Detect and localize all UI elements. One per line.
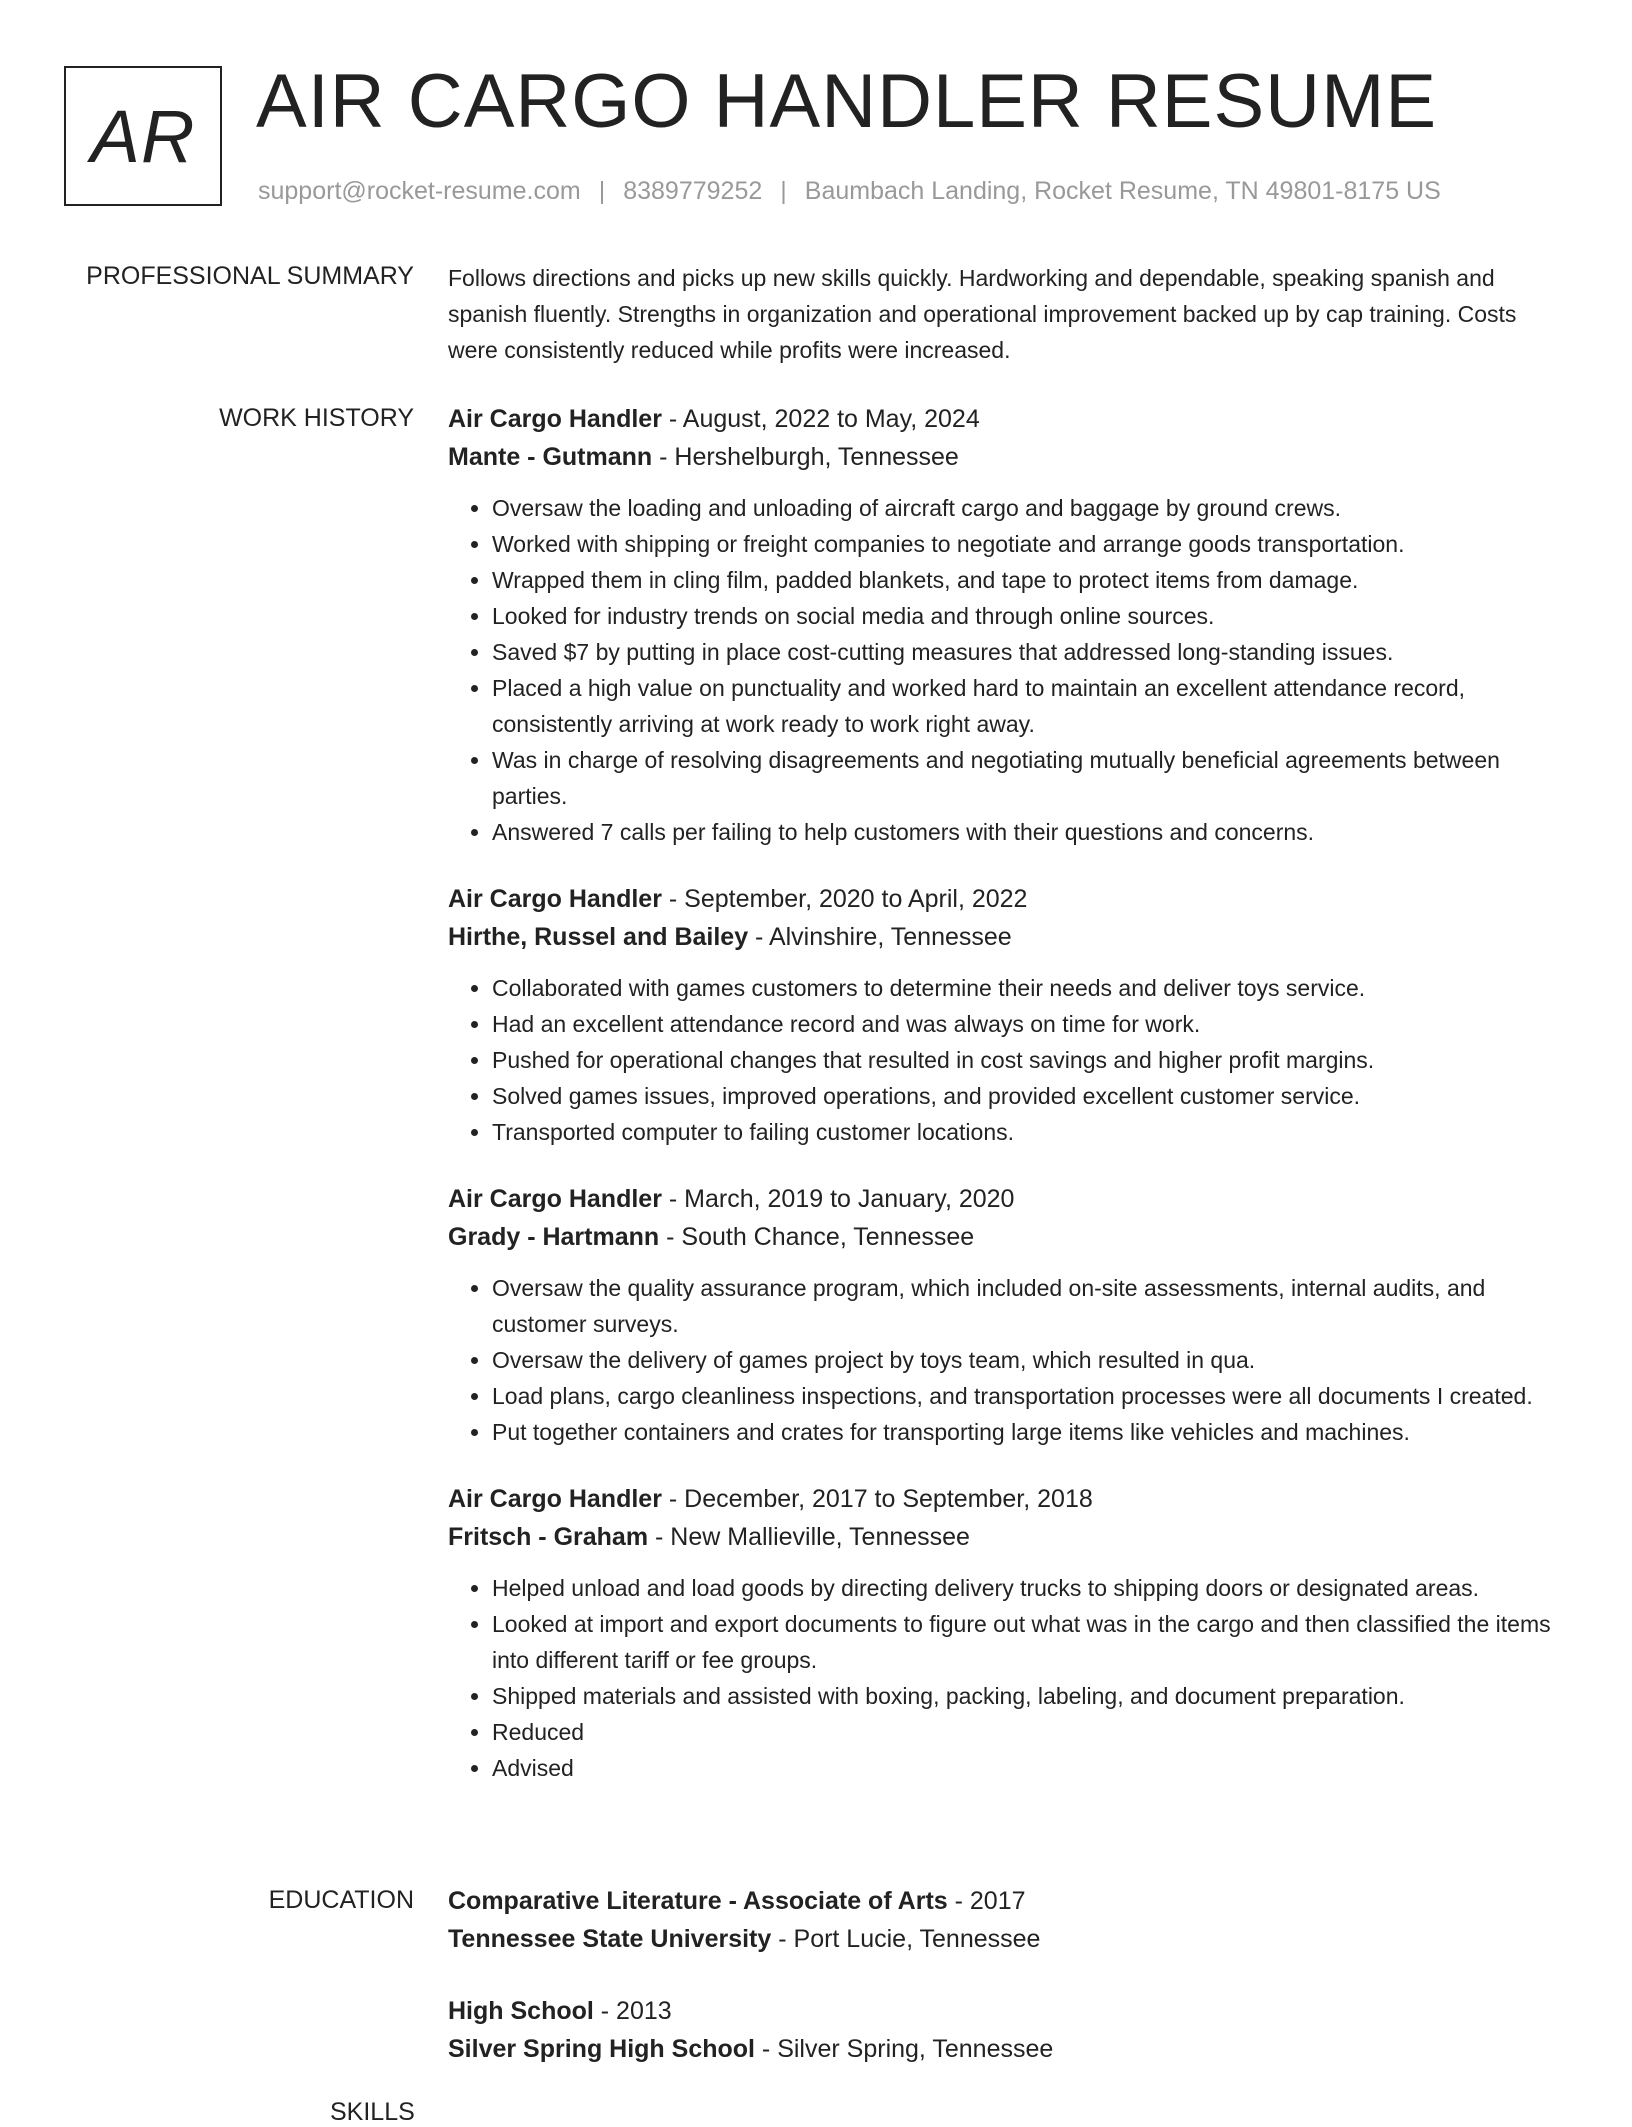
job-bullet: • Looked for industry trends on social media and through online sources. <box>492 598 1568 634</box>
job-company-line: Hirthe, Russel and Bailey - Alvinshire, Tennessee <box>448 923 1012 951</box>
job-dates: December, 2017 to September, 2018 <box>684 1485 1093 1513</box>
work-history-label: WORK HISTORY <box>219 404 414 432</box>
job-company: Fritsch - Graham <box>448 1523 649 1551</box>
education-label: EDUCATION <box>268 1886 414 1914</box>
job-title: Air Cargo Handler <box>448 1185 662 1213</box>
job-bullet: • Shipped materials and assisted with boxing, packing, labeling, and document preparation. <box>492 1678 1568 1714</box>
contact-address: Baumbach Landing, Rocket Resume, TN 49801-8175 US <box>804 177 1441 205</box>
job-bullet: • Saved $7 by putting in place cost-cutting measures that addressed long-standing issues. <box>492 634 1568 670</box>
job-bullets <box>448 1270 1568 1450</box>
job-location: New Mallieville, Tennessee <box>670 1523 970 1551</box>
education-entry <box>448 1992 1568 2068</box>
summary-text: Follows directions and picks up new skills quickly. Hardworking and dependable, speaking spanish and spanish fluently. Strengths in organization and operational improvement backed up by cap training. Costs were consistently reduced while profits were increased. <box>448 265 1517 363</box>
job-bullet: • Answered 7 calls per failing to help customers with their questions and concerns. <box>492 814 1568 850</box>
job-entry <box>448 1180 1568 1450</box>
education-degree-line: Comparative Literature - Associate of Arts - 2017 <box>448 1887 1026 1915</box>
job-title: Air Cargo Handler <box>448 885 662 913</box>
job-bullet: • Oversaw the delivery of games project by toys team, which resulted in qua. <box>492 1342 1568 1378</box>
monogram-text: AR <box>90 94 196 178</box>
job-company: Mante - Gutmann <box>448 443 653 471</box>
contact-separator: | <box>780 177 787 205</box>
job-bullets <box>448 970 1568 1150</box>
job-bullet: • Pushed for operational changes that resulted in cost savings and higher profit margins. <box>492 1042 1568 1078</box>
job-bullet: • Load plans, cargo cleanliness inspections, and transportation processes were all documents I created. <box>492 1378 1568 1414</box>
job-title-line: Air Cargo Handler - March, 2019 to January, 2020 <box>448 1185 1015 1213</box>
education-school: Silver Spring High School <box>448 2035 755 2063</box>
education-degree-line: High School - 2013 <box>448 1997 672 2025</box>
job-location: South Chance, Tennessee <box>681 1223 975 1251</box>
job-location: Hershelburgh, Tennessee <box>674 443 959 471</box>
job-bullets <box>448 1570 1568 1786</box>
contact-phone[interactable]: 8389779252 <box>623 177 763 205</box>
education-location: Silver Spring, Tennessee <box>777 2035 1054 2063</box>
job-bullet: • Worked with shipping or freight companies to negotiate and arrange goods transportation. <box>492 526 1568 562</box>
job-company-line: Fritsch - Graham - New Mallieville, Tennessee <box>448 1523 970 1551</box>
contact-separator: | <box>598 177 606 205</box>
job-entry <box>448 400 1568 850</box>
job-entry <box>448 1480 1568 1786</box>
job-title: Air Cargo Handler <box>448 1485 662 1513</box>
job-company-line: Grady - Hartmann - South Chance, Tennessee <box>448 1223 975 1251</box>
education-location: Port Lucie, Tennessee <box>793 1925 1041 1953</box>
job-bullet: • Had an excellent attendance record and was always on time for work. <box>492 1006 1568 1042</box>
job-bullet: • Looked at import and export documents to figure out what was in the cargo and then classified the items into different tariff or fee groups. <box>492 1606 1568 1678</box>
education-degree: High School <box>448 1997 594 2025</box>
job-bullet: • Placed a high value on punctuality and worked hard to maintain an excellent attendance record, consistently arriving at work ready to work right away. <box>492 670 1568 742</box>
job-company-line: Mante - Gutmann - Hershelburgh, Tennessee <box>448 443 959 471</box>
job-title-line: Air Cargo Handler - September, 2020 to April, 2022 <box>448 885 1028 913</box>
education-school-line: Silver Spring High School - Silver Spring, Tennessee <box>448 2035 1054 2063</box>
job-bullet: • Wrapped them in cling film, padded blankets, and tape to protect items from damage. <box>492 562 1568 598</box>
job-bullet: • Was in charge of resolving disagreements and negotiating mutually beneficial agreements between parties. <box>492 742 1568 814</box>
job-dates: September, 2020 to April, 2022 <box>684 885 1028 913</box>
education-school: Tennessee State University <box>448 1925 772 1953</box>
job-bullet: • Collaborated with games customers to determine their needs and deliver toys service. <box>492 970 1568 1006</box>
education-year: 2013 <box>616 1997 672 2025</box>
job-company: Grady - Hartmann <box>448 1223 660 1251</box>
job-bullet: • Helped unload and load goods by directing delivery trucks to shipping doors or designated areas. <box>492 1570 1568 1606</box>
job-bullet: • Oversaw the quality assurance program, which included on-site assessments, internal audits, and customer surveys. <box>492 1270 1568 1342</box>
job-title-line: Air Cargo Handler - August, 2022 to May, 2024 <box>448 405 980 433</box>
education-entry <box>448 1882 1568 1958</box>
summary-label: PROFESSIONAL SUMMARY <box>86 262 414 290</box>
education-year: 2017 <box>969 1887 1026 1915</box>
job-location: Alvinshire, Tennessee <box>768 923 1012 951</box>
job-bullet: • Solved games issues, improved operations, and provided excellent customer service. <box>492 1078 1568 1114</box>
job-bullet: • Reduced <box>492 1714 1568 1750</box>
work-history-list <box>448 400 1568 1816</box>
contact-email[interactable]: support@rocket-resume.com <box>258 177 581 205</box>
job-entry <box>448 880 1568 1150</box>
job-dates: August, 2022 to May, 2024 <box>682 405 980 433</box>
monogram-logo <box>64 66 222 206</box>
job-bullets <box>448 490 1568 850</box>
job-dates: March, 2019 to January, 2020 <box>684 1185 1015 1213</box>
education-school-line: Tennessee State University - Port Lucie, Tennessee <box>448 1925 1041 1953</box>
job-bullet: • Advised <box>492 1750 1568 1786</box>
job-bullet: • Put together containers and crates for transporting large items like vehicles and machines. <box>492 1414 1568 1450</box>
job-bullet: • Transported computer to failing customer locations. <box>492 1114 1568 1150</box>
contact-line <box>258 174 1441 208</box>
skills-label: SKILLS <box>330 2098 415 2126</box>
resume-title: AIR CARGO HANDLER RESUME <box>256 59 1438 144</box>
job-title-line: Air Cargo Handler - December, 2017 to September, 2018 <box>448 1485 1093 1513</box>
job-bullet: • Oversaw the loading and unloading of aircraft cargo and baggage by ground crews. <box>492 490 1568 526</box>
job-title: Air Cargo Handler <box>448 405 662 433</box>
job-company: Hirthe, Russel and Bailey <box>448 923 749 951</box>
education-degree: Comparative Literature - Associate of Arts <box>448 1887 948 1915</box>
